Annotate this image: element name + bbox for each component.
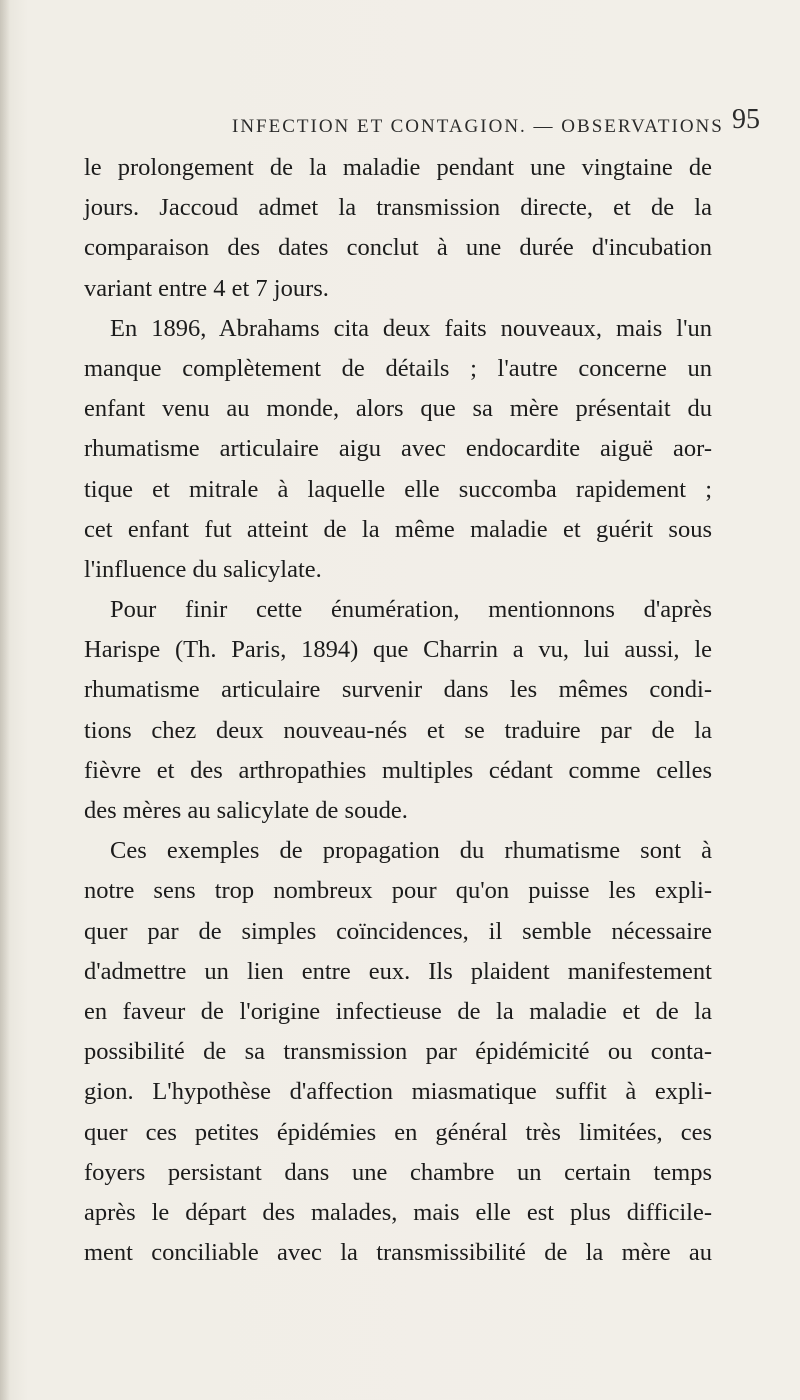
text-line: le prolongement de la maladie pendant une vingtaine de (84, 154, 712, 181)
text-line: ment conciliable avec la transmissibilité de la mère au (84, 1239, 712, 1267)
text-line: jours. Jaccoud admet la transmission directe, et de la (84, 194, 712, 222)
text-line: Harispe (Th. Paris, 1894) que Charrin a vu, lui aussi, le (84, 636, 712, 664)
text-line: foyers persistant dans une chambre un certain temps (84, 1158, 712, 1186)
text-line: d'admettre un lien entre eux. Ils plaident manifestement (84, 957, 712, 985)
body-text (84, 148, 712, 1273)
text-line: Ces exemples de propagation du rhumatisme sont à (110, 837, 712, 865)
text-line: fièvre et des arthropathies multiples cédant comme celles (84, 756, 712, 784)
text-line: après le départ des malades, mais elle est plus difficile- (84, 1198, 712, 1226)
text-line: l'influence du salicylate. (84, 555, 322, 583)
page-number: 95 (732, 104, 760, 135)
text-line: En 1896, Abrahams cita deux faits nouveaux, mais l'un (110, 314, 712, 342)
text-line: rhumatisme articulaire survenir dans les mêmes condi- (84, 676, 712, 704)
text-line: manque complètement de détails ; l'autre concerne un (84, 354, 712, 382)
text-line: des mères au salicylate de soude. (84, 797, 408, 824)
text-line: gion. L'hypothèse d'affection miasmatique suffit à expli- (84, 1078, 712, 1106)
text-line: tique et mitrale à laquelle elle succomba rapidement ; (84, 475, 712, 503)
text-line: tions chez deux nouveau-nés et se traduire par de la (84, 716, 712, 744)
text-line: Pour finir cette énumération, mentionnons d'après (110, 596, 712, 624)
text-line: rhumatisme articulaire aigu avec endocardite aiguë aor- (84, 435, 712, 463)
running-head: INFECTION ET CONTAGION. — OBSERVATIONS (232, 116, 724, 137)
text-line: comparaison des dates conclut à une durée d'incubation (84, 234, 712, 262)
text-line: en faveur de l'origine infectieuse de la maladie et de la (84, 997, 712, 1025)
text-line: quer ces petites épidémies en général très limitées, ces (84, 1118, 712, 1146)
text-line: enfant venu au monde, alors que sa mère présentait du (84, 395, 712, 423)
text-line: quer par de simples coïncidences, il semble nécessaire (84, 917, 712, 945)
text-line: variant entre 4 et 7 jours. (84, 274, 329, 302)
text-line: possibilité de sa transmission par épidémicité ou conta- (84, 1038, 712, 1066)
gutter-shadow (0, 0, 10, 1400)
text-line: cet enfant fut atteint de la même maladie et guérit sous (84, 515, 712, 543)
text-line: notre sens trop nombreux pour qu'on puisse les expli- (84, 877, 712, 905)
